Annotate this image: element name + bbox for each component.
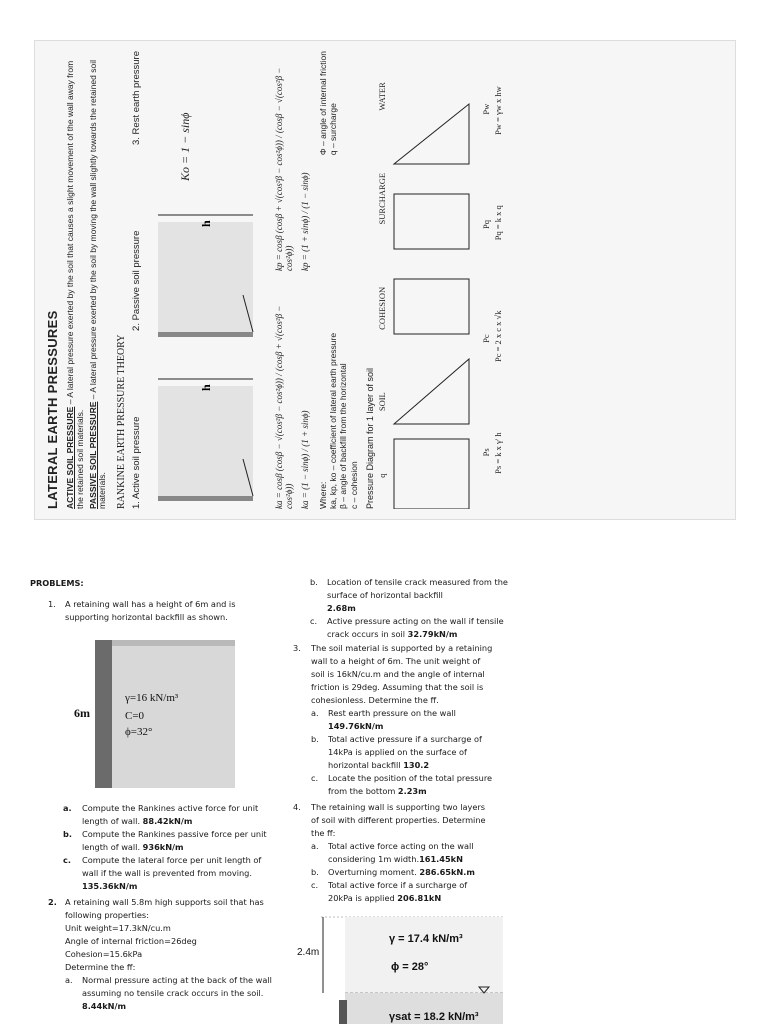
- layer-1: [345, 917, 503, 993]
- scanned-notes-image: [34, 40, 736, 520]
- pd-soil-block: [394, 439, 469, 509]
- passive-term: PASSIVE SOIL PRESSURE: [87, 401, 98, 509]
- p2-number: 2.: [48, 897, 57, 907]
- fig4-height: 2.4m: [297, 947, 320, 958]
- problems-header-text: PROBLEMS:: [30, 578, 84, 588]
- pd-pc: Pc: [480, 334, 491, 343]
- p1c: [64, 854, 274, 893]
- pressure-labels: [481, 51, 491, 509]
- case-diagrams: [148, 51, 268, 509]
- p4b: [311, 866, 493, 879]
- rankine-title: RANKINE EARTH PRESSURE THEORY: [116, 334, 128, 509]
- where-k: ka, kp, ko – coefficient of lateral earth pressure: [328, 332, 339, 509]
- figure-1: [70, 640, 235, 788]
- rotated-content: [35, 41, 735, 519]
- pd-pw: Pw: [480, 103, 491, 115]
- p3c: [311, 772, 493, 798]
- p2-text: A retaining wall 5.8m high supports soil that has following properties:: [65, 897, 264, 920]
- pressure-diagram-headers: [377, 51, 387, 509]
- p1b-letter: b.: [63, 829, 72, 839]
- pd-pq-eq: Pq = k x q: [492, 205, 503, 241]
- problem-4: [293, 801, 493, 905]
- p2-line-3: Cohesion=15.6kPa: [65, 949, 143, 959]
- p2c-answer: 32.79kN/m: [407, 629, 458, 639]
- p3-number: 3.: [293, 643, 301, 653]
- p3b: [311, 733, 493, 772]
- ka-simple-formula: ka = (1 − sinϕ) / (1 + sinϕ): [300, 410, 311, 509]
- p1a-text: Compute the Rankines active force for unit length of wall.: [82, 803, 259, 826]
- pd-ps-eq: Ps = k x γ' h: [492, 432, 503, 474]
- p2-line-1: Unit weight=17.3kN/cu.m: [65, 923, 171, 933]
- p4b-text: Overturning moment.: [328, 867, 417, 877]
- p1b-answer: 936kN/m: [142, 842, 184, 852]
- soil-top: [112, 640, 235, 646]
- pressure-diagrams: [389, 51, 479, 509]
- pd-water-triangle: [394, 104, 469, 164]
- p1-text: A retaining wall has a height of 6m and is supporting horizontal backfill as shown.: [65, 599, 236, 622]
- p4c-text: Total active force if a surcharge of 20kPa is applied: [328, 880, 468, 903]
- p2a-text: Normal pressure acting at the back of the wall assuming no tensile crack occurs in the soil.: [82, 975, 272, 998]
- p2b-text: Location of tensile crack measured from the surface of horizontal backfill: [327, 577, 508, 600]
- p4a-answer: 161.45kN: [419, 854, 463, 864]
- fig4-phi: ϕ = 28°: [391, 961, 429, 973]
- case-passive: 2. Passive soil pressure: [131, 230, 143, 331]
- p3c-answer: 2.23m: [397, 786, 427, 796]
- soil-fill: [158, 222, 253, 332]
- p3a-answer: 149.76kN/m: [328, 721, 384, 731]
- p2-continued: [310, 576, 510, 641]
- fig1-phi: ϕ=32°: [125, 726, 153, 738]
- p2a: [65, 974, 278, 1013]
- pd-pw-eq: Pw = γw x hw: [492, 86, 503, 135]
- pd-cohesion: COHESION: [376, 286, 387, 330]
- case-rest: 3. Rest earth pressure: [131, 51, 143, 146]
- p2-line-4: Determine the ff:: [65, 962, 136, 972]
- p2b-letter: b.: [310, 577, 318, 587]
- passive-wall-diagram: [148, 205, 268, 345]
- p3b-answer: 130.2: [403, 760, 430, 770]
- fig1-gamma: γ=16 kN/m³: [125, 692, 179, 704]
- where-section: [318, 51, 359, 509]
- p1c-text: Compute the lateral force per unit length of wall if the wall is prevented from moving.: [82, 855, 262, 878]
- p2c-text: Active pressure acting on the wall if tensile crack occurs in soil: [327, 616, 504, 639]
- where-q: q – surcharge: [328, 103, 339, 156]
- p3b-letter: b.: [311, 734, 319, 744]
- active-pressure-definition: [66, 51, 86, 509]
- p4c-letter: c.: [311, 880, 319, 890]
- p3a-letter: a.: [311, 708, 319, 718]
- p1b-text: Compute the Rankines passive force per unit length of wall.: [82, 829, 267, 852]
- active-text: – A lateral pressure exerted by the soil that causes a slight movement of the wall away from the retained soil materials.: [65, 60, 85, 509]
- fig4-gsat: γsat = 18.2 kN/m³: [389, 1011, 479, 1023]
- notes-page: [35, 41, 735, 519]
- p1c-letter: c.: [63, 855, 71, 865]
- notes-title: LATERAL EARTH PRESSURES: [45, 310, 60, 509]
- pd-water: WATER: [376, 82, 387, 111]
- pressure-equations: [493, 51, 503, 509]
- pressure-cases: [131, 51, 142, 509]
- p2b: [310, 576, 510, 615]
- kp-simple-formula: kp = (1 + sinϕ) / (1 − sinϕ): [300, 172, 311, 271]
- p1-number: 1.: [48, 599, 56, 609]
- wall-hatch: [158, 496, 253, 501]
- retaining-wall-figure-1: [70, 640, 235, 788]
- problem-2: [48, 896, 278, 1013]
- p1c-answer: 135.36kN/m: [82, 881, 138, 891]
- pd-pq: Pq: [480, 220, 491, 229]
- passive-text: – A lateral pressure exerted by the soil by moving the wall slightly towards the retained soil materials.: [87, 60, 108, 509]
- where-c: c – cohesion: [348, 461, 359, 509]
- problem-1: [48, 598, 278, 624]
- p1a: [64, 802, 274, 828]
- soil-fill: [158, 386, 253, 496]
- p3a-text: Rest earth pressure on the wall: [328, 708, 456, 718]
- p3-text: The soil material is supported by a retaining wall to a height of 6m. The unit weight of soil is 16kN/cu.m and the angle of internal friction is 29deg. Assuming that the soil is cohesionless. Determine the ff.: [311, 643, 493, 705]
- p2a-answer: 8.44kN/m: [82, 1001, 127, 1011]
- p2c: [310, 615, 510, 641]
- where-phi: Φ – angle of internal friction: [318, 51, 329, 156]
- p2a-letter: a.: [65, 975, 73, 985]
- pd-soil: SOIL: [376, 392, 387, 412]
- p1a-answer: 88.42kN/m: [142, 816, 193, 826]
- p4a-letter: a.: [311, 841, 319, 851]
- p1b: [64, 828, 274, 854]
- problems-header: [30, 577, 84, 590]
- p3b-text: Total active pressure if a surcharge of 14kPa is applied on the surface of horizontal backfill: [328, 734, 482, 770]
- case-active: 1. Active soil pressure: [131, 416, 143, 509]
- pd-surcharge-rect: [394, 194, 469, 249]
- pd-cohesion-rect: [394, 279, 469, 334]
- figure-4: [293, 905, 503, 1024]
- where-beta: β – angle of backfill from the horizontal: [338, 363, 349, 509]
- wall-hatch: [158, 332, 253, 337]
- p3c-text: Locate the position of the total pressure from the bottom: [328, 773, 493, 796]
- p3c-letter: c.: [311, 773, 319, 783]
- active-wall-diagram: [148, 369, 268, 509]
- wall: [95, 640, 112, 788]
- pd-soil-triangle: [394, 359, 469, 424]
- where-label: Where:: [318, 481, 329, 509]
- p2c-letter: c.: [310, 616, 318, 626]
- p4c: [311, 879, 493, 905]
- rest-formula: Ko = 1 − sinϕ: [178, 112, 193, 181]
- p4c-answer: 206.81kN: [397, 893, 442, 903]
- fig4-gamma: γ = 17.4 kN/m³: [389, 933, 463, 945]
- k-formulas: [274, 51, 310, 509]
- fig1-height: 6m: [74, 706, 90, 720]
- p1a-letter: a.: [63, 803, 72, 813]
- wall-strip: [339, 1000, 347, 1024]
- pd-surcharge: SURCHARGE: [376, 172, 387, 225]
- p1-subitems: [64, 802, 274, 893]
- h-label: h: [199, 220, 214, 227]
- p4b-letter: b.: [311, 867, 319, 877]
- ka-beta-formula: ka = cosβ (cosβ − √(cos²β − cos²ϕ)) / (cosβ + √(cos²β − cos²ϕ)): [274, 305, 295, 509]
- p4a: [311, 840, 493, 866]
- pressure-diagram-title: Pressure Diagram for 1 layer of soil: [364, 367, 375, 509]
- active-term: ACTIVE SOIL PRESSURE: [65, 406, 75, 509]
- p2-line-2: Angle of internal friction=26deg: [65, 936, 197, 946]
- pd-pc-eq: Pc = 2 x c x √k: [492, 310, 503, 363]
- fig1-c: C=0: [125, 710, 145, 722]
- p4-number: 4.: [293, 802, 301, 812]
- p4-text: The retaining wall is supporting two layers of soil with different properties. Determine the ff:: [311, 802, 486, 838]
- p4a-text: Total active force acting on the wall considering 1m width.: [328, 841, 474, 864]
- passive-pressure-definition: [89, 51, 109, 509]
- p2b-answer: 2.68m: [327, 603, 356, 613]
- h-label: h: [199, 384, 214, 391]
- p3a: [311, 707, 493, 733]
- pd-ps: Ps: [480, 448, 491, 457]
- p4b-answer: 286.65kN.m: [419, 867, 475, 877]
- problem-3: [293, 642, 493, 798]
- kp-beta-formula: kp = cosβ (cosβ + √(cos²β − cos²ϕ)) / (cosβ − √(cos²β − cos²ϕ)): [274, 67, 295, 271]
- pd-q: q: [376, 473, 387, 478]
